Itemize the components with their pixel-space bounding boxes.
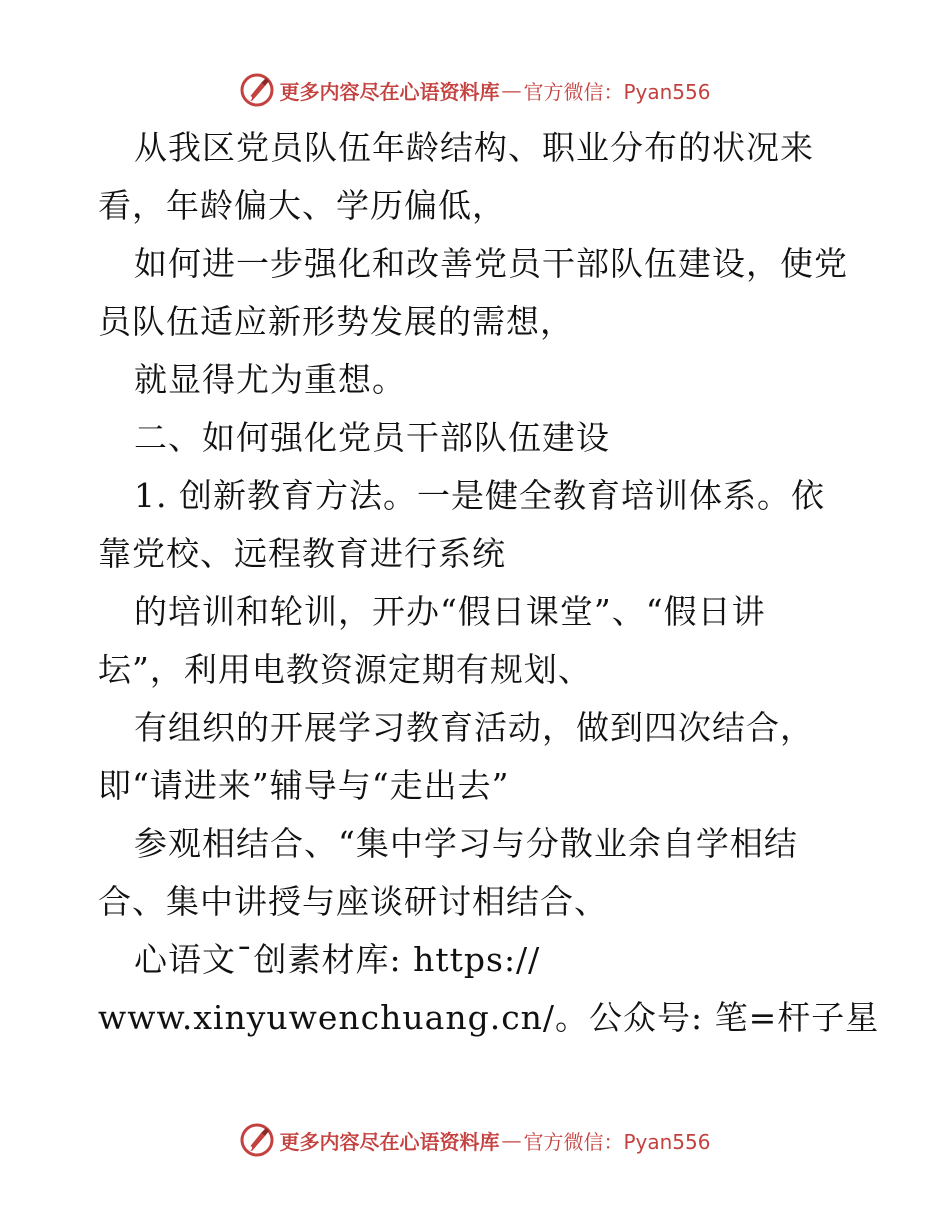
text-line: 坛”，利用电教资源定期有规划、 xyxy=(98,650,592,689)
banner-main-text: 更多内容尽在心语资料库 xyxy=(279,79,500,104)
section-heading: 二、如何强化党员干部队伍建设 xyxy=(134,418,610,457)
banner-main-text: 更多内容尽在心语资料库 xyxy=(279,1129,500,1154)
text-line: 心语文¯创素材库: https:// xyxy=(134,940,541,979)
text-line: 靠党校、远程教育进行系统 xyxy=(98,534,506,573)
header-banner xyxy=(0,70,950,110)
text-line: 1. 创新教育方法。一是健全教育培训体系。依 xyxy=(134,476,825,515)
text-line: www.xinyuwenchuang.cn/。公众号: 笔=杆子星 xyxy=(98,998,880,1037)
pen-logo-icon xyxy=(239,72,275,108)
text-line: 员队伍适应新形势发展的需想， xyxy=(98,302,574,341)
text-line: 就显得尤为重想。 xyxy=(134,360,406,399)
text-line: 如何进一步强化和改善党员干部队伍建设，使党 xyxy=(134,244,848,283)
text-line: 即“请进来”辅导与“走出去” xyxy=(98,766,510,805)
banner-wechat-text: 官方微信：Pyan556 xyxy=(523,1129,711,1154)
text-line: 合、集中讲授与座谈研讨相结合、 xyxy=(98,882,608,921)
text-line: 有组织的开展学习教育活动，做到四次结合， xyxy=(134,708,814,747)
banner-wechat-text: 官方微信：Pyan556 xyxy=(523,79,711,104)
text-line: 从我区党员队伍年龄结构、职业分布的状况来 xyxy=(134,128,814,167)
banner-dash: — xyxy=(501,78,522,102)
footer-banner xyxy=(0,1120,950,1160)
pen-logo-icon xyxy=(239,1122,275,1158)
banner-dash: — xyxy=(501,1128,522,1152)
document-body xyxy=(98,119,880,1047)
text-line: 参观相结合、“集中学习与分散业余自学相结 xyxy=(134,824,798,863)
text-line: 看，年龄偏大、学历偏低， xyxy=(98,186,506,225)
text-line: 的培训和轮训，开办“假日课堂”、“假日讲 xyxy=(134,592,766,631)
